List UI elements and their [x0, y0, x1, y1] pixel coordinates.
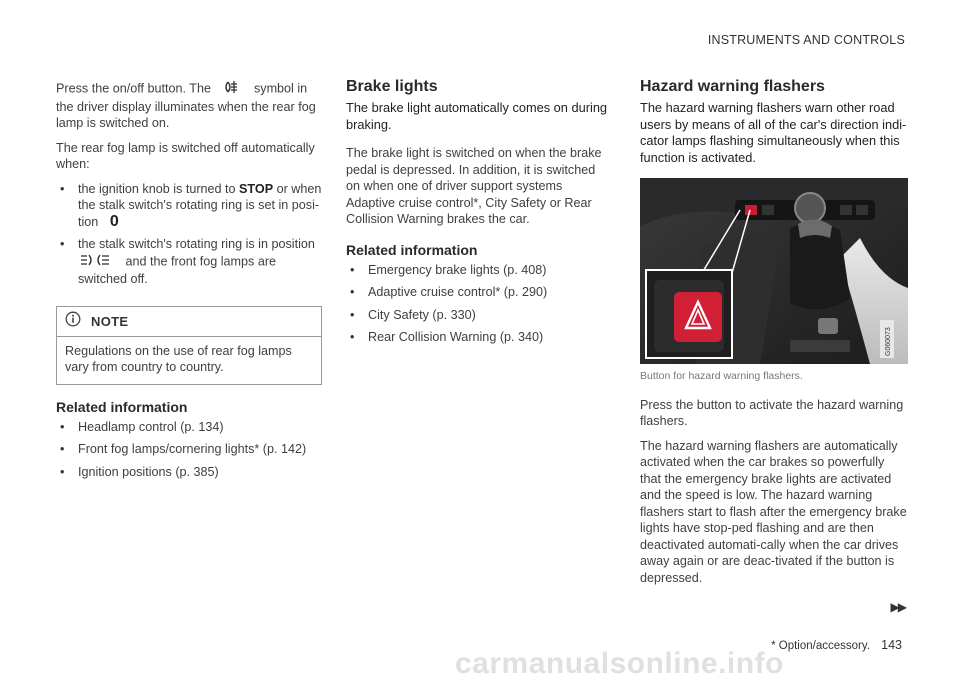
hazard-body-2: The hazard warning flashers are automatically activated when the car brakes so powerfully that the emergency brake lights are activated and the speed is low. The hazard warning flashers start to flash after the emergency brake lights have stop-ped flashing and are then deactivated automati-cally when the car drives away again or are deac-tivated if the button is depressed. — [640, 438, 907, 585]
note-box — [56, 306, 322, 385]
page-number: 143 — [881, 638, 902, 652]
rear-fog-lamp-icon — [222, 80, 238, 99]
watermark: carmanualsonline.info — [455, 647, 784, 680]
image-code: G060073 — [885, 327, 892, 356]
brake-lights-lead: The brake light automatically comes on during braking. — [346, 100, 608, 132]
hazard-body-1: Press the button to activate the hazard warning flashers. — [640, 397, 904, 428]
hazard-title: Hazard warning flashers — [640, 78, 825, 95]
list-item: • the ignition knob is turned to STOP or when the stalk switch's rotating ring is set in posi-tion 0 — [56, 181, 322, 231]
continued-arrows-icon: ▶▶ — [890, 600, 905, 614]
note-title: NOTE — [91, 313, 129, 329]
related-list — [346, 262, 608, 346]
info-icon — [65, 311, 81, 332]
brake-lights-body: The brake light is switched on when the brake pedal is depressed. In addition, it is switched on when one of driver support systems Adaptive cruise control*, City Safety or Rear Collision Warning brakes the car. — [346, 146, 602, 226]
list-item: • the stalk switch's rotating ring is in position and the front fog lamps are switched off. — [56, 236, 322, 288]
related-heading: Related information — [56, 398, 188, 415]
section-header: INSTRUMENTS AND CONTROLS — [707, 33, 905, 47]
fog-lamps-position-icon — [80, 253, 110, 272]
intro-paragraph: Press the on/off button. The symbol in the driver display illuminates when the rear fog lamp is switched on. — [56, 81, 316, 130]
related-link[interactable]: • Adaptive cruise control* (p. 290) — [346, 284, 608, 301]
note-body: Regulations on the use of rear fog lamps vary from country to country. — [65, 343, 292, 374]
position-zero-symbol: 0 — [109, 212, 119, 230]
auto-off-paragraph: The rear fog lamp is switched off automatically when: — [56, 140, 315, 171]
related-link[interactable]: • City Safety (p. 330) — [346, 307, 608, 324]
related-link[interactable]: • Front fog lamps/cornering lights* (p. 142) — [56, 441, 322, 458]
auto-off-list — [56, 181, 322, 288]
related-heading: Related information — [346, 241, 478, 258]
related-link[interactable]: • Emergency brake lights (p. 408) — [346, 262, 608, 279]
column-brake-lights — [346, 78, 608, 352]
column-rear-fog — [56, 80, 322, 486]
related-link[interactable]: • Ignition positions (p. 385) — [56, 464, 322, 481]
photo-caption: Button for hazard warning flashers. — [640, 370, 803, 382]
option-accessory-note: * Option/accessory. — [771, 640, 870, 652]
page-footer — [771, 638, 902, 652]
hazard-button-photo — [640, 178, 908, 364]
related-list — [56, 419, 322, 481]
note-header — [57, 307, 321, 337]
hazard-lead: The hazard warning flashers warn other road users by means of all of the car's direction indi-cator lamps flashing simultaneously when this function is activated. — [640, 100, 907, 165]
brake-lights-title: Brake lights — [346, 78, 438, 95]
column-hazard-flashers — [640, 78, 908, 594]
related-link[interactable]: • Headlamp control (p. 134) — [56, 419, 322, 436]
related-link[interactable]: • Rear Collision Warning (p. 340) — [346, 329, 608, 346]
